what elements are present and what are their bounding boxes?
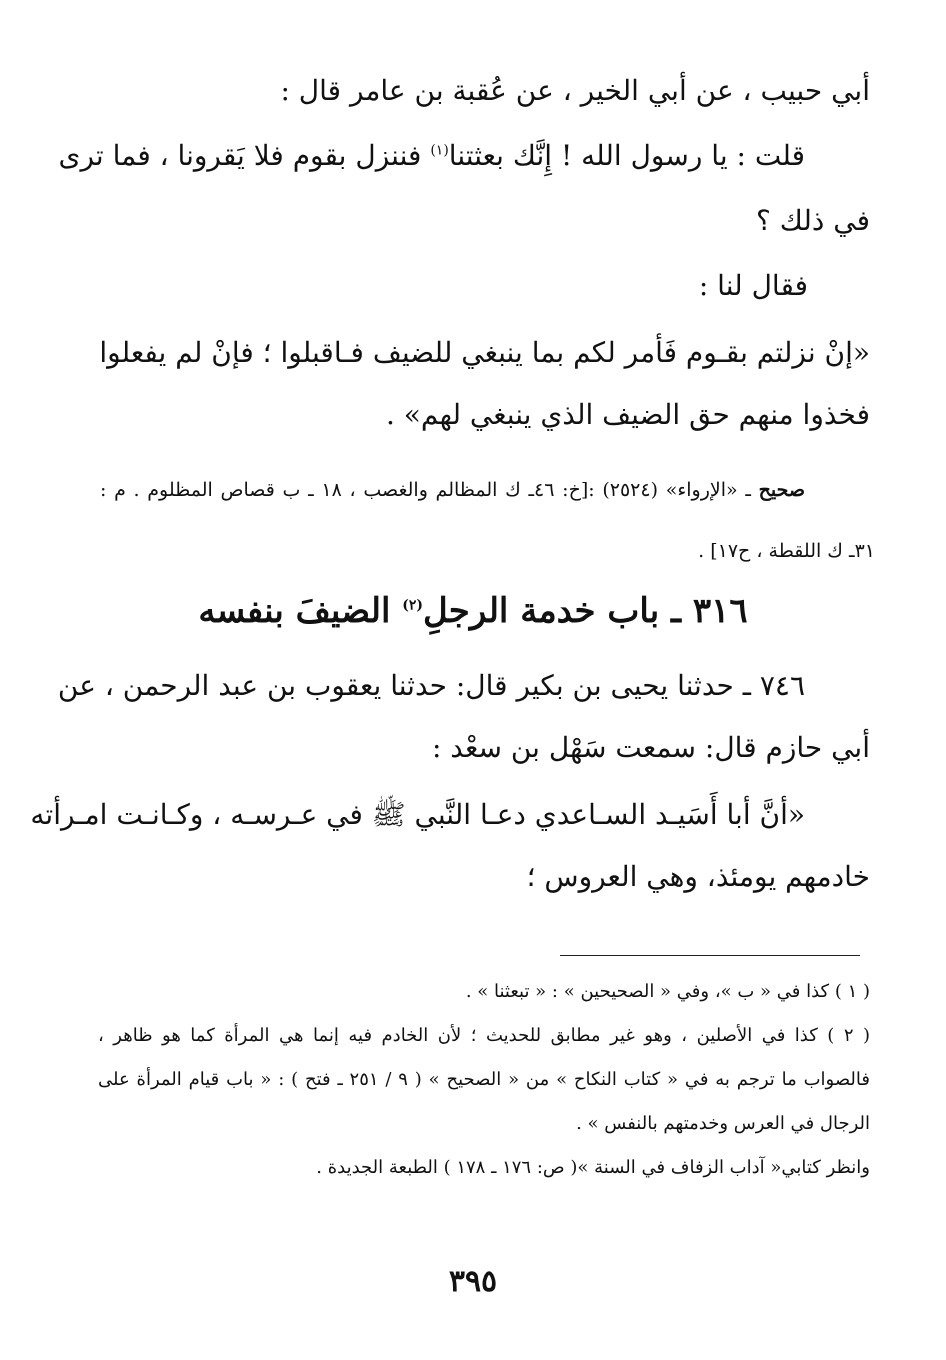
body-line	[280, 68, 870, 118]
body-text: فقال لنا :	[698, 269, 808, 302]
hadith-text-line	[30, 792, 805, 842]
footnote-separator	[560, 955, 860, 956]
footnote-2-line	[98, 1066, 870, 1098]
body-line	[58, 133, 805, 183]
grade-label: صحيح	[758, 479, 805, 501]
body-text: قلت : يا رسول الله ! إِنَّك بعثتنا	[448, 139, 805, 172]
hadith-isnad-line	[57, 663, 805, 713]
body-text: فننزل بقوم فلا يَقرونا ، فما ترى	[58, 139, 431, 172]
footnote-text: وانظر كتابي« آداب الزفاف في السنة »( ص: ١٧٦ ـ ١٧٨ ) الطبعة الجديدة .	[316, 1157, 870, 1178]
page-number	[400, 1260, 546, 1306]
chapter-title: الضيفَ بنفسه	[198, 591, 403, 631]
footnote-marker-1[interactable]: (١)	[430, 142, 449, 159]
footnote-marker-2[interactable]: (٢)	[402, 597, 424, 614]
hadith-text-line	[380, 392, 870, 442]
page-number-text: ٣٩٥	[448, 1264, 498, 1299]
body-line	[640, 263, 808, 313]
hadith-text-line	[520, 854, 870, 904]
grading-text: ـ «الإرواء» (٢٥٢٤) :[خ: ٤٦ـ ك المظالم والغصب ، ١٨ ـ ب قصاص المظلوم . م :	[100, 479, 759, 501]
hadith-text: «إنْ نزلتم بقـوم فَأمر لكم بما ينبغي للضيف فـاقبلوا ؛ فإنْ لم يفعلوا	[99, 336, 870, 369]
footnote-text: ( ١ ) كذا في « ب »، وفي « الصحيحين » : « تبعثنا » .	[465, 981, 870, 1002]
footnote-1	[460, 978, 870, 1010]
footnote-text: فالصواب ما ترجم به في « كتاب النكاح » من « الصحيح » ( ٩ / ٢٥١ ـ فتح ) : « باب قيام المرأة على	[98, 1069, 871, 1090]
body-text: أبي حبيب ، عن أبي الخير ، عن عُقبة بن عامر قال :	[280, 74, 870, 107]
hadith-text: فخذوا منهم حق الضيف الذي ينبغي لهم» .	[386, 398, 870, 431]
hadith-text: خادمهم يومئذ، وهي العروس ؛	[526, 860, 870, 893]
footnote-text: ( ٢ ) كذا في الأصلين ، وهو غير مطابق للحديث ؛ لأن الخادم فيه إنما هي المرأة كما هو ظاهر ،	[98, 1025, 870, 1046]
hadith-isnad-line	[431, 725, 870, 775]
grading-line	[600, 536, 875, 570]
grading-text: ٣١ـ ك اللقطة ، ح١٧] .	[698, 540, 875, 562]
hadith-text: «أنَّ أبا أَسَيـد السـاعدي دعـا النَّبي ﷺ في عـرسـه ، وكـانـت امـرأته	[30, 798, 805, 831]
isnad-text: أبي حازم قال: سمعت سَهْل بن سعْد :	[431, 731, 870, 764]
footnote-2-line	[300, 1154, 870, 1186]
isnad-text: ٧٤٦ ـ حدثنا يحيى بن بكير قال: حدثنا يعقوب بن عبد الرحمن ، عن	[57, 669, 805, 702]
footnote-2-line	[560, 1110, 870, 1142]
body-text: في ذلك ؟	[756, 204, 870, 237]
chapter-heading	[150, 584, 796, 642]
body-line	[700, 198, 870, 248]
grading-line	[100, 475, 805, 509]
hadith-text-line	[100, 330, 870, 380]
footnote-text: الرجال في العرس وخدمتهم بالنفس » .	[576, 1113, 870, 1134]
chapter-title: ٣١٦ ـ باب خدمة الرجلِ	[423, 591, 748, 631]
footnote-2-line	[98, 1022, 870, 1054]
